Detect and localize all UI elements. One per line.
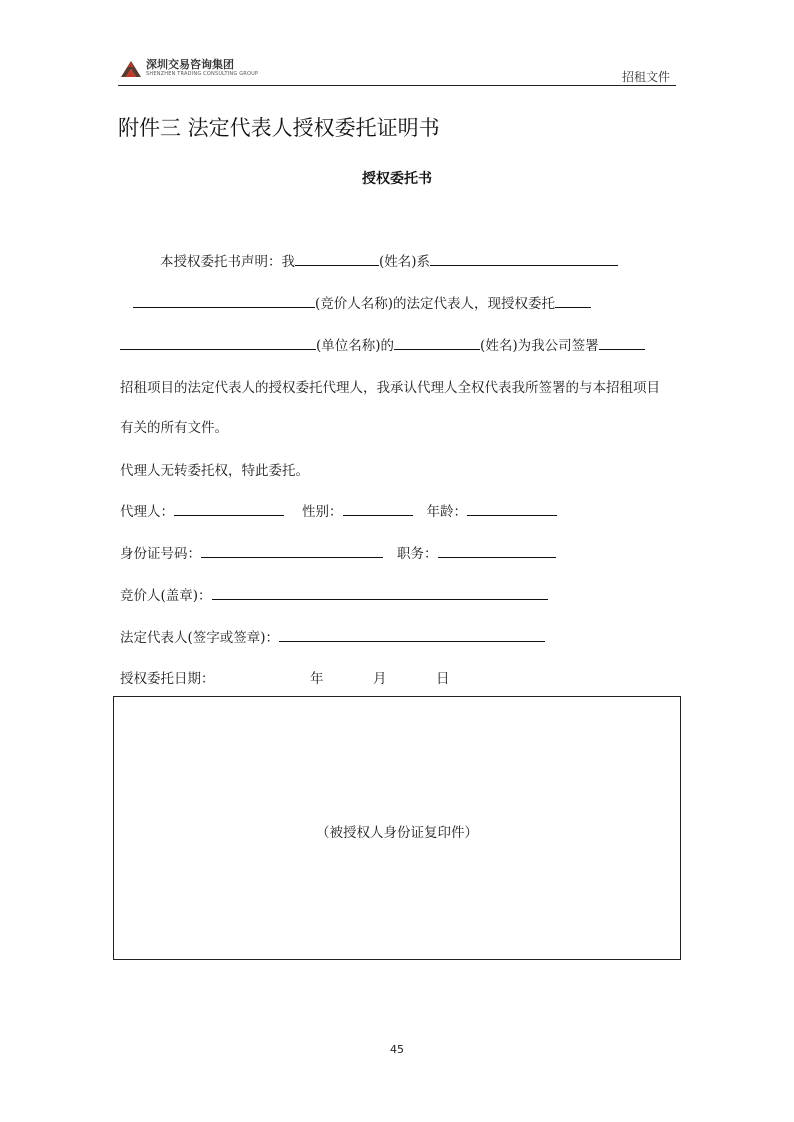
project-blank[interactable]: [599, 335, 645, 350]
gender-label: 性别：: [302, 504, 343, 520]
unit-name-blank[interactable]: [120, 335, 316, 350]
statement-prefix: 本授权委托书声明：我: [160, 254, 295, 270]
age-field[interactable]: [467, 501, 557, 516]
authorize-blank[interactable]: [555, 293, 591, 308]
page-number: 45: [390, 1043, 404, 1056]
page-title: 附件三 法定代表人授权委托证明书: [118, 116, 440, 140]
statement-line-3: [120, 334, 645, 354]
statement-line-6: 代理人无转委托权，特此委托。: [120, 463, 309, 479]
date-day: 日: [436, 671, 450, 687]
id-row: [120, 542, 556, 562]
agent-row: [120, 500, 557, 520]
title-blank[interactable]: [430, 251, 618, 266]
legal-rep-signature-field[interactable]: [279, 627, 545, 642]
company-logo: [118, 55, 259, 83]
section-subtitle: 授权委托书: [362, 171, 432, 187]
statement-line-2: [133, 292, 591, 312]
bidder-seal-field[interactable]: [212, 585, 548, 600]
bidder-row: [120, 584, 548, 604]
id-label: 身份证号码：: [120, 546, 201, 562]
agent-name-blank[interactable]: [394, 335, 480, 350]
statement-line-1: [160, 250, 618, 270]
statement-line-4: 招租项目的法定代表人的授权委托代理人，我承认代理人全权代表我所签署的与本招租项目: [120, 380, 660, 396]
position-field[interactable]: [438, 543, 556, 558]
logo-icon: [118, 55, 144, 81]
date-year: 年: [310, 671, 324, 687]
position-label: 职务：: [397, 546, 438, 562]
agent-field[interactable]: [174, 501, 284, 516]
bidder-label: 竞价人(盖章)：: [120, 588, 212, 604]
legal-rep-row: [120, 626, 545, 646]
id-copy-label: （被授权人身份证复印件）: [316, 825, 478, 841]
bidder-name-blank[interactable]: [133, 293, 315, 308]
age-label: 年龄：: [426, 504, 467, 520]
name-suffix: (姓名)系: [379, 254, 431, 270]
logo-subtitle: SHENZHEN TRADING CONSULTING GROUP: [146, 71, 259, 77]
agent-name-suffix: (姓名)为我公司签署: [480, 338, 599, 354]
unit-name-suffix: (单位名称)的: [316, 338, 395, 354]
statement-line-5: 有关的所有文件。: [120, 420, 228, 436]
header-divider: [118, 85, 676, 86]
bidder-name-suffix: (竞价人名称)的法定代表人，现授权委托: [315, 296, 556, 312]
date-label: 授权委托日期：: [120, 671, 215, 687]
id-copy-box: [113, 696, 681, 960]
name-blank[interactable]: [295, 251, 379, 266]
logo-name: 深圳交易咨询集团: [146, 58, 234, 71]
agent-label: 代理人：: [120, 504, 174, 520]
date-month: 月: [373, 671, 387, 687]
id-field[interactable]: [201, 543, 383, 558]
doc-type: 招租文件: [621, 70, 670, 84]
gender-field[interactable]: [343, 501, 413, 516]
legal-rep-label: 法定代表人(签字或签章)：: [120, 630, 280, 646]
